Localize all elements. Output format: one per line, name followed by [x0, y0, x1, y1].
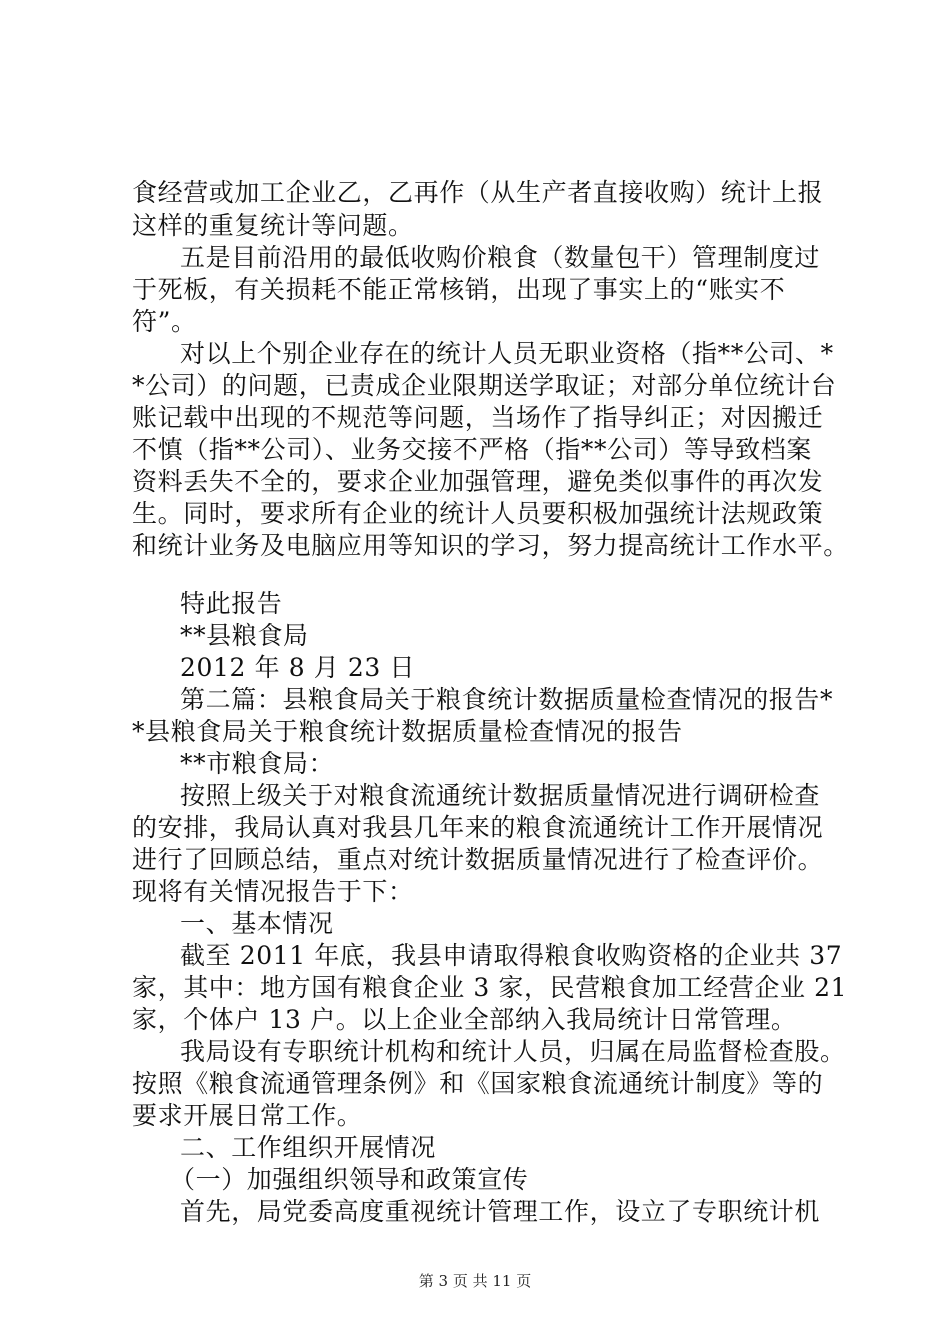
text-line: 资料丢失不全的，要求企业加强管理，避免类似事件的再次发 — [132, 467, 824, 496]
text-line: 我局设有专职统计机构和统计人员，归属在局监督检查股。 — [180, 1037, 846, 1066]
text-line: 生。同时，要求所有企业的统计人员要积极加强统计法规政策 — [132, 499, 824, 528]
subheading: 一、基本情况 — [180, 909, 334, 938]
text-line: 首先，局党委高度重视统计管理工作，设立了专职统计机 — [180, 1197, 821, 1226]
text-line: 对以上个别企业存在的统计人员无职业资格（指**公司、* — [180, 339, 834, 368]
section-title: 第二篇：县粮食局关于粮食统计数据质量检查情况的报告* — [180, 685, 834, 714]
text-line: 要求开展日常工作。 — [132, 1101, 363, 1130]
text-line: 账记载中出现的不规范等问题，当场作了指导纠正；对因搬迁 — [132, 403, 824, 432]
text-line: 不慎（指**公司）、业务交接不严格（指**公司）等导致档案 — [132, 435, 812, 464]
text-line: 截至 2011 年底，我县申请取得粮食收购资格的企业共 37 — [180, 941, 843, 970]
subheading: （一）加强组织领导和政策宣传 — [170, 1165, 529, 1194]
text-line: 符”。 — [132, 307, 197, 336]
text-line: 家，个体户 13 户。以上企业全部纳入我局统计日常管理。 — [132, 1005, 797, 1034]
closing-text: 特此报告 — [180, 589, 283, 618]
subheading: 二、工作组织开展情况 — [180, 1133, 437, 1162]
section-title: *县粮食局关于粮食统计数据质量检查情况的报告 — [132, 717, 683, 746]
page-footer: 第 3 页 共 11 页 — [418, 1272, 532, 1290]
text-line: 五是目前沿用的最低收购价粮食（数量包干）管理制度过 — [180, 243, 821, 272]
text-line: 按照上级关于对粮食流通统计数据质量情况进行调研检查 — [180, 781, 821, 810]
text-line: 现将有关情况报告于下： — [132, 877, 414, 906]
text-line: 的安排，我局认真对我县几年来的粮食流通统计工作开展情况 — [132, 813, 824, 842]
signature-org: **县粮食局 — [180, 621, 309, 650]
signature-date: 2012 年 8 月 23 日 — [180, 653, 416, 682]
text-line: 食经营或加工企业乙，乙再作（从生产者直接收购）统计上报 — [132, 178, 824, 207]
text-line: 这样的重复统计等问题。 — [132, 211, 414, 240]
text-line: 于死板，有关损耗不能正常核销，出现了事实上的“账实不 — [132, 275, 786, 304]
text-line: 按照《粮食流通管理条例》和《国家粮食流通统计制度》等的 — [132, 1069, 824, 1098]
addressee: **市粮食局： — [180, 749, 335, 778]
text-line: 家，其中：地方国有粮食企业 3 家，民营粮食加工经营企业 21 — [132, 973, 848, 1002]
text-line: 进行了回顾总结，重点对统计数据质量情况进行了检查评价。 — [132, 845, 824, 874]
text-line: 和统计业务及电脑应用等知识的学习，努力提高统计工作水平。 — [132, 531, 849, 560]
text-line: *公司）的问题，已责成企业限期送学取证；对部分单位统计台 — [132, 371, 837, 400]
